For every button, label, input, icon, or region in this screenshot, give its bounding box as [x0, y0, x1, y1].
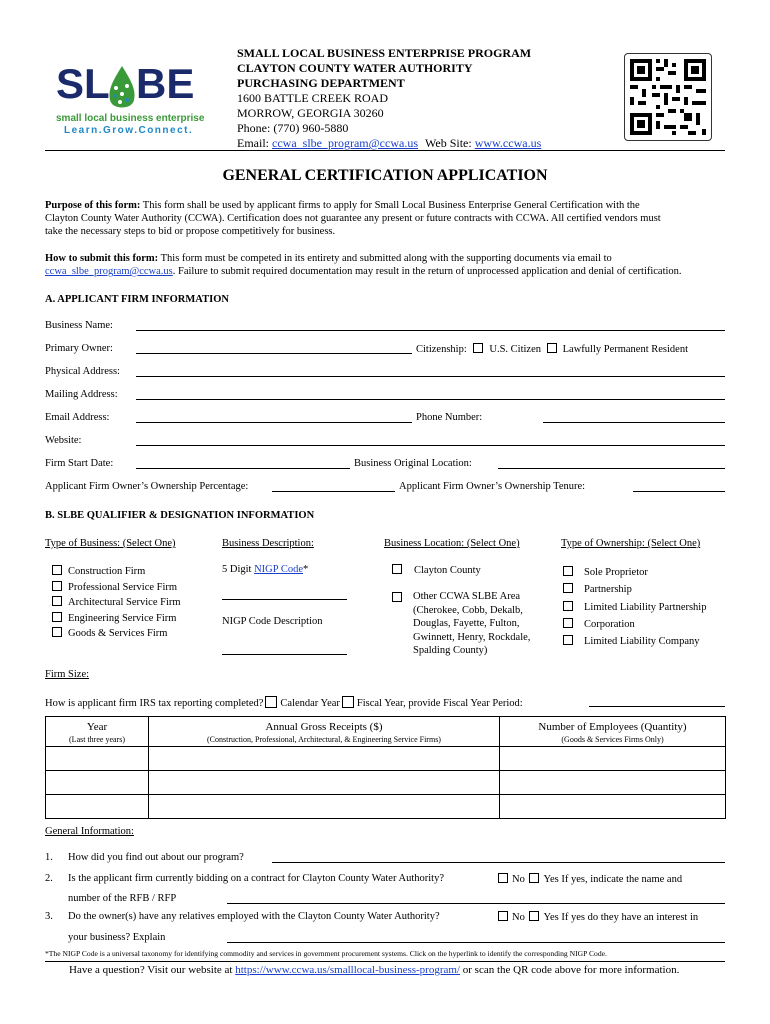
- table-row: [46, 795, 726, 819]
- ownership-checkbox[interactable]: [563, 583, 573, 593]
- header-divider: [45, 150, 725, 151]
- ownership-tenure-label: Applicant Firm Owner’s Ownership Tenure:: [399, 481, 586, 492]
- email-link[interactable]: ccwa_slbe_program@ccwa.us: [272, 136, 418, 150]
- question-2-no-label: No: [512, 874, 525, 885]
- website-field[interactable]: [136, 445, 725, 446]
- resident-label: Lawfully Permanent Resident: [562, 344, 689, 355]
- clayton-checkbox[interactable]: [392, 564, 402, 574]
- qr-code[interactable]: [624, 53, 712, 141]
- city-state-zip: MORROW, GEORGIA 30260: [237, 106, 384, 120]
- business-type-option[interactable]: [52, 580, 181, 596]
- citizenship-group: [416, 343, 688, 356]
- other-area-checkbox[interactable]: [392, 592, 402, 602]
- resident-checkbox[interactable]: [547, 343, 557, 353]
- question-3-continuation: your business? Explain: [68, 932, 166, 943]
- business-type-option[interactable]: [52, 611, 181, 627]
- footer-text: [69, 964, 679, 977]
- business-type-option[interactable]: [52, 564, 181, 580]
- how-text-1: This form must be competed in its entirety and submitted along with the supporting documents via email to: [158, 253, 612, 264]
- business-type-checkbox[interactable]: [52, 627, 62, 637]
- nigp-code-link[interactable]: NIGP Code: [254, 564, 303, 575]
- email-address-label: Email Address:: [45, 412, 110, 423]
- website-link[interactable]: www.ccwa.us: [474, 136, 542, 150]
- question-2-text: Is the applicant firm currently bidding on a contract for Clayton County Water Authority?: [68, 873, 444, 884]
- calendar-year-checkbox[interactable]: [265, 696, 277, 708]
- question-3-text: Do the owner(s) have any relatives employed with the Clayton County Water Authority?: [68, 911, 440, 922]
- citizenship-label: Citizenship:: [416, 344, 467, 355]
- nigp-code-field[interactable]: [222, 599, 347, 600]
- us-citizen-label: U.S. Citizen: [489, 344, 541, 355]
- svg-text:SL: SL: [56, 60, 110, 107]
- ownership-label: Limited Liability Company: [584, 636, 700, 648]
- how-text-2: . Failure to submit required documentation may result in the return of unprocessed application and denial of certification.: [172, 266, 682, 277]
- fiscal-year-period-field[interactable]: [589, 706, 725, 707]
- type-of-ownership-list: [563, 564, 706, 650]
- table-row: [46, 747, 726, 771]
- ownership-percentage-label: Applicant Firm Owner’s Ownership Percentage:: [45, 481, 249, 492]
- question-1-number: 1.: [45, 852, 53, 863]
- question-3-field[interactable]: [227, 942, 725, 943]
- question-2-yes-label: Yes If yes, indicate the name and: [543, 874, 683, 885]
- question-3-no-label: No: [512, 912, 525, 923]
- employees-cell[interactable]: [500, 771, 726, 795]
- logo-slogan: Learn.Grow.Connect.: [64, 125, 194, 136]
- calendar-year-label: Calendar Year: [280, 698, 340, 709]
- nigp-description-label: NIGP Code Description: [222, 616, 323, 627]
- type-of-business-header: Type of Business: (Select One): [45, 538, 176, 549]
- page-title: GENERAL CERTIFICATION APPLICATION: [222, 167, 548, 184]
- table-header-row: [46, 717, 726, 747]
- question-2-no-checkbox[interactable]: [498, 873, 508, 883]
- other-area-line: (Cherokee, Cobb, Dekalb,: [413, 604, 523, 616]
- authority-name: CLAYTON COUNTY WATER AUTHORITY: [237, 61, 473, 75]
- purpose-line-3: take the necessary steps to bid or propose competitively for business.: [45, 226, 336, 237]
- ownership-option[interactable]: [563, 616, 706, 633]
- mailing-address-field[interactable]: [136, 399, 725, 400]
- nigp-description-field[interactable]: [222, 654, 347, 655]
- employees-cell[interactable]: [500, 795, 726, 819]
- question-3-no-checkbox[interactable]: [498, 911, 508, 921]
- header-sublabel: (Last three years): [69, 735, 125, 744]
- ownership-option[interactable]: [563, 599, 706, 616]
- other-area-text: [413, 590, 530, 658]
- how-label: How to submit this form:: [45, 253, 159, 264]
- table-row: [46, 771, 726, 795]
- ownership-checkbox[interactable]: [563, 566, 573, 576]
- header-address: [237, 46, 541, 151]
- other-area-line: Other CCWA SLBE Area: [413, 591, 521, 602]
- purpose-text-1: This form shall be used by applicant firms to apply for Small Local Business Enterprise General Certification with the: [140, 200, 640, 211]
- question-3-yes-label: Yes If yes do they have an interest in: [543, 912, 699, 923]
- how-email-link[interactable]: ccwa_slbe_program@ccwa.us: [45, 266, 173, 277]
- business-type-label: Professional Service Firm: [68, 581, 178, 593]
- business-name-field[interactable]: [136, 330, 725, 331]
- section-a-title: A. APPLICANT FIRM INFORMATION: [45, 294, 229, 305]
- ownership-percentage-field[interactable]: [272, 491, 395, 492]
- section-b-title: B. SLBE QUALIFIER & DESIGNATION INFORMATION: [45, 510, 315, 521]
- ownership-option[interactable]: [563, 581, 706, 598]
- tax-question-text: How is applicant firm IRS tax reporting completed?: [45, 698, 264, 709]
- nigp-asterisk: *: [303, 564, 309, 575]
- purpose-line-2: Clayton County Water Authority (CCWA). Certification does not guarantee any present or future contracts with CCWA. All certified vendors must: [45, 213, 661, 224]
- business-type-label: Construction Firm: [68, 566, 146, 577]
- other-area-line: Douglas, Fayette, Fulton,: [413, 618, 520, 629]
- ownership-option[interactable]: [563, 633, 706, 650]
- footer-prefix: Have a question? Visit our website at: [69, 964, 236, 976]
- ownership-label: Corporation: [584, 618, 635, 630]
- year-column-header: [46, 717, 149, 747]
- header-label: Year: [86, 721, 108, 733]
- business-location-header: Business Location: (Select One): [384, 538, 520, 549]
- question-1-field[interactable]: [272, 862, 725, 863]
- business-type-label: Engineering Service Firm: [68, 612, 177, 624]
- header-sublabel: (Goods & Services Firms Only): [561, 735, 664, 744]
- phone: Phone: (770) 960-5880: [237, 121, 349, 135]
- email-label: Email:: [237, 136, 269, 150]
- business-type-label: Architectural Service Firm: [68, 597, 181, 608]
- svg-text:BE: BE: [136, 60, 195, 107]
- header-label: Annual Gross Receipts ($): [265, 721, 383, 733]
- ownership-checkbox[interactable]: [563, 601, 573, 611]
- location-option-clayton[interactable]: [392, 564, 481, 577]
- other-area-line: Spalding County): [413, 645, 488, 656]
- phone-number-label: Phone Number:: [416, 412, 483, 423]
- ownership-checkbox[interactable]: [563, 635, 573, 645]
- original-location-field[interactable]: [498, 468, 725, 469]
- department-name: PURCHASING DEPARTMENT: [237, 76, 405, 90]
- employees-column-header: [500, 717, 726, 747]
- business-type-checkbox[interactable]: [52, 596, 62, 606]
- purpose-label: Purpose of this form:: [45, 200, 141, 211]
- firm-start-date-label: Firm Start Date:: [45, 458, 114, 469]
- nigp-prefix: 5 Digit: [222, 564, 255, 575]
- type-of-ownership-header: Type of Ownership: (Select One): [561, 538, 701, 549]
- program-website-link[interactable]: https://www.ccwa.us/smalllocal-business-program/: [235, 964, 460, 976]
- question-2-number: 2.: [45, 873, 53, 884]
- ownership-label: Limited Liability Partnership: [584, 601, 707, 613]
- business-name-label: Business Name:: [45, 320, 113, 331]
- email-web-line: [237, 136, 541, 151]
- website-label: Website:: [45, 435, 82, 446]
- physical-address-label: Physical Address:: [45, 366, 120, 377]
- question-2-continuation: number of the RFB / RFP: [68, 893, 177, 904]
- question-3-number: 3.: [45, 911, 53, 922]
- business-type-label: Goods & Services Firm: [68, 628, 168, 639]
- mailing-address-label: Mailing Address:: [45, 389, 118, 400]
- slbe-logo: [50, 60, 205, 140]
- firm-size-title: Firm Size:: [45, 669, 90, 680]
- question-2-field[interactable]: [227, 903, 725, 904]
- footer-divider: [45, 961, 725, 962]
- employees-cell[interactable]: [500, 747, 726, 771]
- receipts-cell[interactable]: [149, 747, 500, 771]
- year-cell[interactable]: [46, 747, 149, 771]
- business-type-checkbox[interactable]: [52, 612, 62, 622]
- us-citizen-checkbox[interactable]: [473, 343, 483, 353]
- question-2-options: [498, 873, 682, 886]
- receipts-column-header: [149, 717, 500, 747]
- purpose-line-1: [45, 200, 640, 212]
- footer-suffix: or scan the QR code above for more information.: [460, 964, 680, 976]
- question-3-yes-checkbox[interactable]: [529, 911, 539, 921]
- street-address: 1600 BATTLE CREEK ROAD: [237, 91, 388, 105]
- web-label: Web Site:: [425, 136, 472, 150]
- physical-address-field[interactable]: [136, 376, 725, 377]
- business-type-checkbox[interactable]: [52, 565, 62, 575]
- year-cell[interactable]: [46, 771, 149, 795]
- ownership-label: Sole Proprietor: [584, 567, 648, 578]
- business-type-option[interactable]: [52, 595, 181, 611]
- primary-owner-label: Primary Owner:: [45, 343, 113, 354]
- how-line-2: [45, 266, 682, 278]
- question-2-yes-checkbox[interactable]: [529, 873, 539, 883]
- firm-start-date-field[interactable]: [136, 468, 350, 469]
- other-area-line: Gwinnett, Henry, Rockdale,: [413, 631, 531, 643]
- ownership-checkbox[interactable]: [563, 618, 573, 628]
- ownership-label: Partnership: [584, 584, 632, 596]
- original-location-label: Business Original Location:: [354, 458, 472, 469]
- receipts-cell[interactable]: [149, 771, 500, 795]
- ownership-option[interactable]: [563, 564, 706, 581]
- primary-owner-field[interactable]: [136, 353, 412, 354]
- type-of-business-list: [52, 564, 181, 642]
- firm-size-table: [45, 716, 726, 819]
- fiscal-year-label: Fiscal Year, provide Fiscal Year Period:: [356, 698, 523, 709]
- receipts-cell[interactable]: [149, 795, 500, 819]
- location-option-other[interactable]: [392, 590, 530, 658]
- business-type-checkbox[interactable]: [52, 581, 62, 591]
- header-label: Number of Employees (Quantity): [538, 721, 687, 733]
- phone-number-field[interactable]: [543, 422, 725, 423]
- email-address-field[interactable]: [136, 422, 412, 423]
- program-name: SMALL LOCAL BUSINESS ENTERPRISE PROGRAM: [237, 46, 532, 60]
- fiscal-year-checkbox[interactable]: [342, 696, 354, 708]
- general-info-title: General Information:: [45, 826, 134, 837]
- clayton-label: Clayton County: [414, 565, 481, 576]
- question-1-text: How did you find out about our program?: [68, 852, 244, 863]
- nigp-footnote: *The NIGP Code is a universal taxonomy for identifying commodity and services in government procurement systems. Click on the hyperlink to identify the corresponding NIGP Code.: [45, 949, 607, 958]
- how-line-1: [45, 253, 612, 265]
- logo-tagline: small local business enterprise: [56, 113, 205, 124]
- business-description-header: Business Description:: [222, 538, 314, 549]
- qr-code-icon: [625, 54, 711, 140]
- tax-reporting-question: [45, 696, 523, 710]
- year-cell[interactable]: [46, 795, 149, 819]
- header-sublabel: (Construction, Professional, Architectural, & Engineering Service Firms): [207, 735, 441, 744]
- business-type-option[interactable]: [52, 626, 181, 642]
- ownership-tenure-field[interactable]: [633, 491, 725, 492]
- question-3-options: [498, 911, 698, 924]
- nigp-code-line: [222, 564, 308, 576]
